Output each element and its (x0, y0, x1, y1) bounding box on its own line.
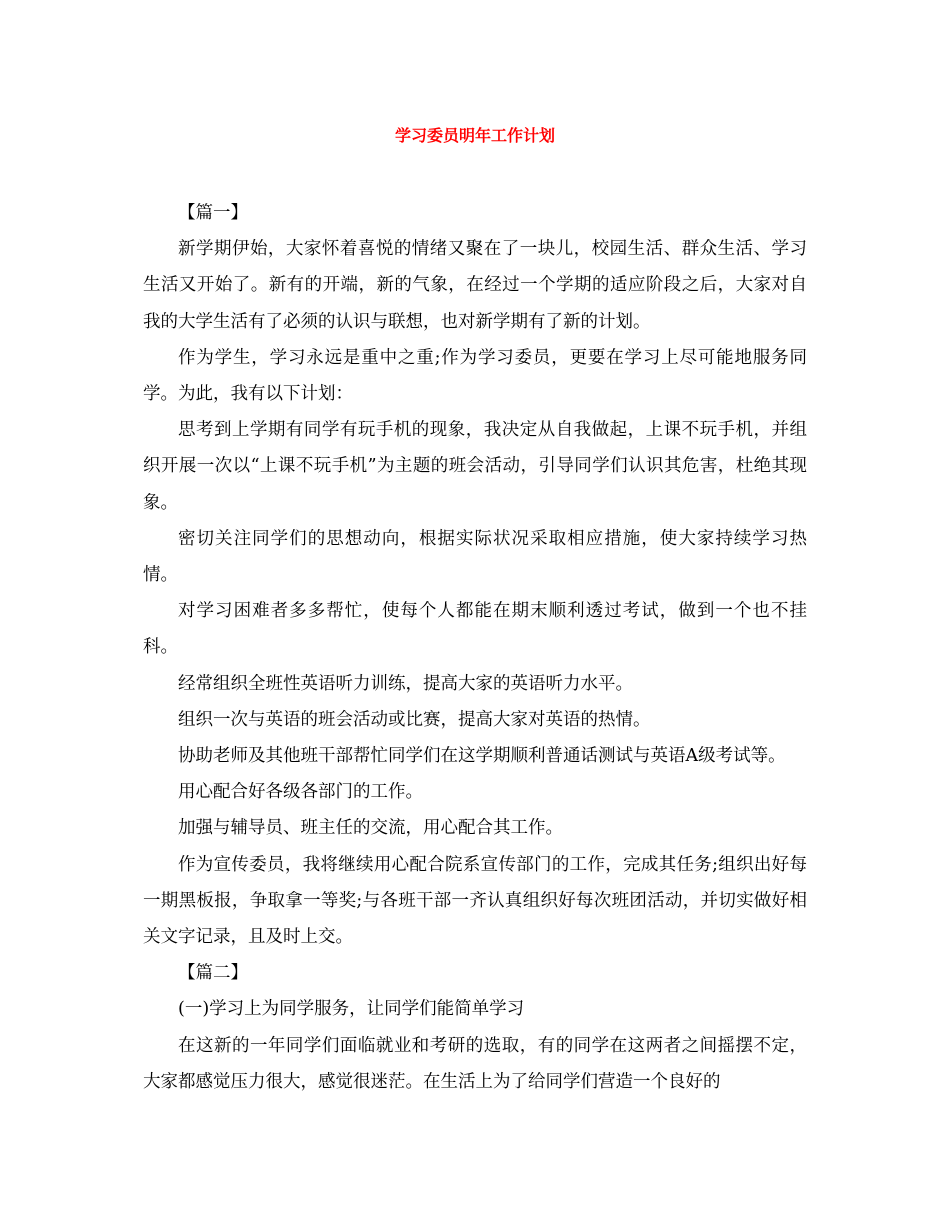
paragraph: 在这新的一年同学们面临就业和考研的选取，有的同学在这两者之间摇摆不定，大家都感觉压力很大，感觉很迷茫。在生活上为了给同学们营造一个良好的 (143, 1035, 807, 1092)
paragraph: 思考到上学期有同学有玩手机的现象，我决定从自我做起，上课不玩手机，并组织开展一次以“上课不玩手机”为主题的班会活动，引导同学们认识其危害，杜绝其现象。 (143, 420, 807, 513)
paragraph: 作为宣传委员，我将继续用心配合院系宣传部门的工作，完成其任务;组织出好每一期黑板报，争取拿一等奖;与各班干部一齐认真组织好每次班团活动，并切实做好相关文字记录，且及时上交。 (143, 854, 807, 948)
paragraph: 密切关注同学们的思想动向，根据实际状况采取相应措施，使大家持续学习热情。 (143, 528, 807, 586)
subheading: (一)学习上为同学服务，让同学们能简单学习 (178, 999, 525, 1020)
paragraph: 加强与辅导员、班主任的交流，用心配合其工作。 (178, 818, 563, 839)
paragraph: 作为学生，学习永远是重中之重;作为学习委员，更要在学习上尽可能地服务同学。为此，我有以下计划： (143, 347, 807, 405)
section-heading-2: 【篇二】 (178, 963, 248, 984)
paragraph: 用心配合好各级各部门的工作。 (178, 782, 423, 803)
paragraph: 协助老师及其他班干部帮忙同学们在这学期顺利普通话测试与英语A级考试等。 (178, 746, 786, 767)
section-heading-1: 【篇一】 (178, 203, 248, 223)
document-body (143, 195, 807, 1100)
paragraph: 新学期伊始，大家怀着喜悦的情绪又聚在了一块儿，校园生活、群众生活、学习生活又开始了。新有的开端，新的气象，在经过一个学期的适应阶段之后，大家对自我的大学生活有了必须的认识与联想，也对新学期有了新的计划。 (143, 239, 807, 332)
document-title: 学习委员明年工作计划 (394, 126, 555, 145)
paragraph: 对学习困难者多多帮忙，使每个人都能在期末顺利透过考试，做到一个也不挂科。 (143, 601, 807, 658)
paragraph: 经常组织全班性英语听力训练，提高大家的英语听力水平。 (178, 673, 633, 694)
paragraph: 组织一次与英语的班会活动或比赛，提高大家对英语的热情。 (178, 709, 651, 730)
